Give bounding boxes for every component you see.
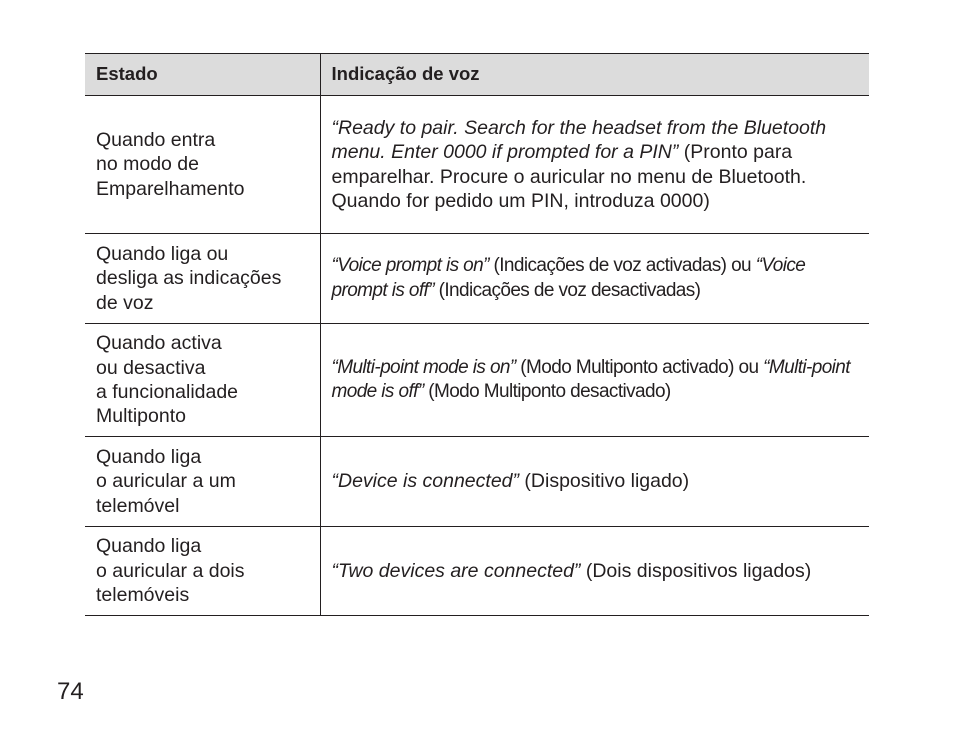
voice-indication-cell	[320, 324, 869, 437]
voice-prompt-translation: (Pronto para emparelhar. Procure o auricular no menu de Bluetooth. Quando for pedido um PIN, introduza 0000)	[331, 141, 807, 212]
table-header	[85, 54, 869, 96]
estado-cell: Quando activa ou desactiva a funcionalidade Multiponto	[85, 324, 320, 437]
table-header-row	[85, 54, 869, 96]
voice-indication-cell	[320, 96, 869, 234]
voice-prompt-quote: “Multi-point mode is on”	[331, 356, 516, 378]
table-body	[85, 96, 869, 616]
voice-indication-cell	[320, 234, 869, 324]
estado-cell: Quando entra no modo de Emparelhamento	[85, 96, 320, 234]
voice-prompt-translation: (Indicações de voz activadas) ou	[488, 255, 756, 277]
voice-prompt-translation: (Dois dispositivos ligados)	[580, 559, 812, 582]
voice-prompt-quote: “Voice prompt is off”	[331, 255, 806, 301]
voice-prompt-translation: (Indicações de voz desactivadas)	[433, 279, 701, 301]
voice-prompt-quote: “Multi-point mode is off”	[331, 356, 850, 402]
voice-prompt-quote: “Two devices are connected”	[331, 559, 581, 582]
estado-cell: Quando liga o auricular a um telemóvel	[85, 437, 320, 527]
column-header-indicacao-de-voz: Indicação de voz	[320, 54, 869, 96]
table-row	[85, 324, 869, 437]
estado-cell: Quando liga o auricular a dois telemóveis	[85, 527, 320, 616]
voice-prompt-translation: (Dispositivo ligado)	[519, 470, 690, 493]
voice-prompt-translation: (Modo Multiponto desactivado)	[423, 381, 671, 402]
page-number: 74	[57, 678, 84, 705]
voice-prompt-quote: “Device is connected”	[331, 470, 519, 493]
table-row	[85, 437, 869, 527]
table-row	[85, 527, 869, 616]
voice-indication-cell	[320, 437, 869, 527]
voice-indication-cell	[320, 527, 869, 616]
table-row	[85, 234, 869, 324]
voice-prompt-quote: “Voice prompt is on”	[331, 255, 489, 277]
table-row	[85, 96, 869, 234]
voice-prompt-translation: (Modo Multiponto activado) ou	[515, 356, 764, 378]
estado-cell: Quando liga ou desliga as indicações de voz	[85, 234, 320, 324]
voice-prompt-quote: “Ready to pair. Search for the headset from the Bluetooth menu. Enter 0000 if prompted for a PIN”	[331, 116, 827, 164]
voice-indication-table	[85, 53, 869, 616]
column-header-estado: Estado	[85, 54, 320, 96]
